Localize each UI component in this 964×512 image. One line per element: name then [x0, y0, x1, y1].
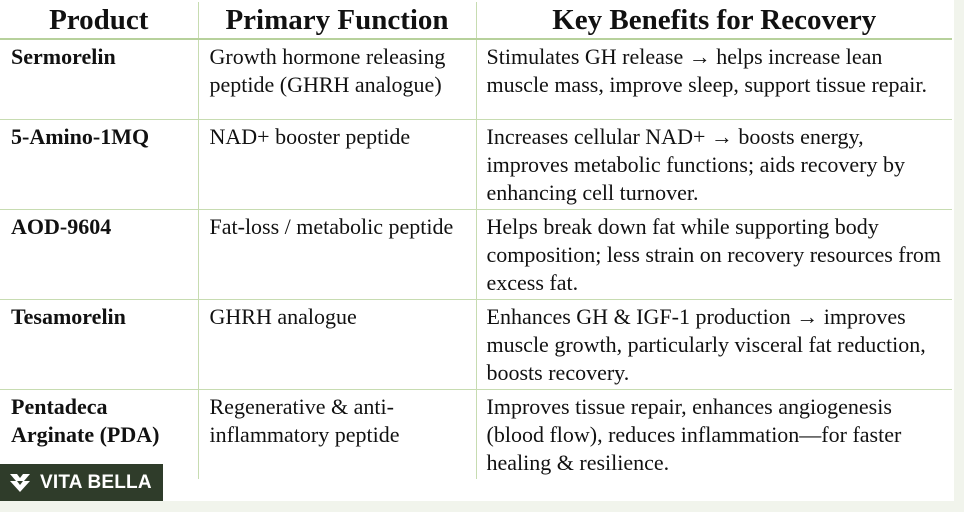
cell-product: Tesamorelin [0, 299, 198, 389]
cell-function: Growth hormone releasing peptide (GHRH analogue) [198, 39, 476, 119]
cell-product: 5-Amino-1MQ [0, 119, 198, 209]
cell-benefits: Improves tissue repair, enhances angiogenesis (blood flow), reduces inflammation—for faster healing & resilience. [476, 389, 952, 479]
peptide-comparison-table [0, 2, 952, 479]
table-row [0, 119, 952, 209]
cell-function: NAD+ booster peptide [198, 119, 476, 209]
table-row [0, 299, 952, 389]
table-row [0, 209, 952, 299]
table-header-row [0, 2, 952, 39]
header-key-benefits: Key Benefits for Recovery [476, 2, 952, 39]
vita-bella-diamond-icon [8, 472, 32, 494]
cell-benefits: Helps break down fat while supporting body composition; less strain on recovery resources from excess fat. [476, 209, 952, 299]
cell-product: Pentadeca Arginate (PDA) [0, 389, 198, 479]
cell-benefits: Increases cellular NAD+ → boosts energy, improves metabolic functions; aids recovery by enhancing cell turnover. [476, 119, 952, 209]
cell-benefits: Stimulates GH release → helps increase lean muscle mass, improve sleep, support tissue repair. [476, 39, 952, 119]
cell-product: Sermorelin [11, 44, 116, 69]
logo-text: VITA BELLA [40, 471, 152, 493]
cell-function: Regenerative & anti-inflammatory peptide [198, 389, 476, 479]
cell-benefits: Enhances GH & IGF-1 production → improves muscle growth, particularly visceral fat reduction, boosts recovery. [476, 299, 952, 389]
header-product: Product [0, 2, 198, 39]
cell-function: Fat-loss / metabolic peptide [198, 209, 476, 299]
vita-bella-logo[interactable] [0, 464, 163, 501]
table-row [0, 39, 952, 119]
header-primary-function: Primary Function [198, 2, 476, 39]
cell-function: GHRH analogue [198, 299, 476, 389]
cell-product: AOD-9604 [0, 209, 198, 299]
